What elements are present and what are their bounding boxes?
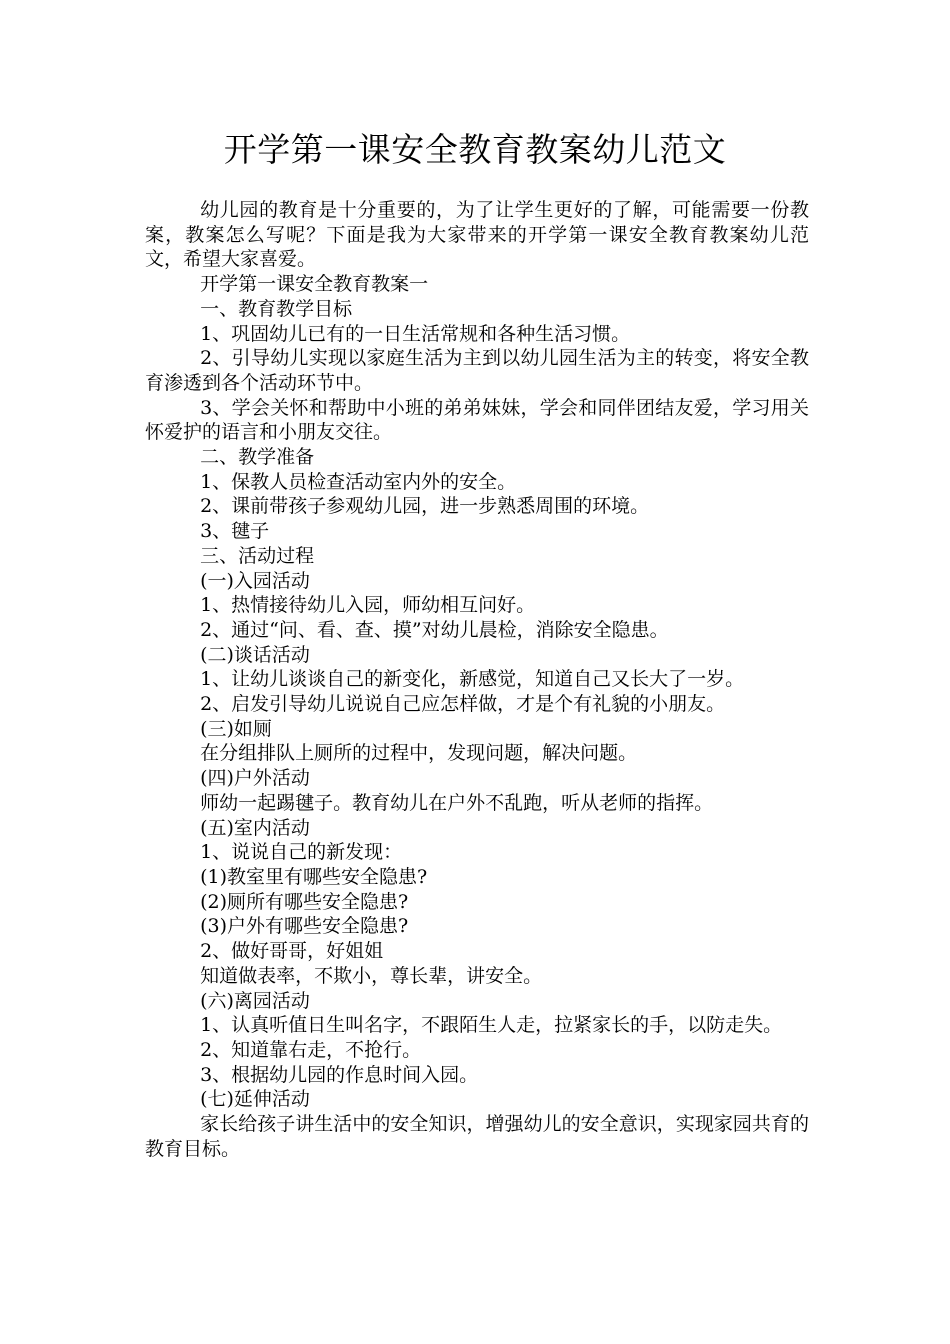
document-body <box>145 198 809 1161</box>
process-item: 2、做好哥哥，好姐姐 <box>200 940 384 963</box>
subsection-heading: (六)离园活动 <box>200 989 310 1012</box>
process-item: 1、认真听值日生叫名字，不跟陌生人走，拉紧家长的手，以防走失。 <box>200 1014 783 1037</box>
subsection-heading: (五)室内活动 <box>200 816 310 839</box>
process-item: 在分组排队上厕所的过程中，发现问题，解决问题。 <box>200 742 638 765</box>
preparation-item: 1、保教人员检查活动室内外的安全。 <box>200 470 517 493</box>
subsection-heading: (四)户外活动 <box>200 767 310 790</box>
goal-item: 2、引导幼儿实现以家庭生活为主到以幼儿园生活为主的转变，将安全教育渗透到各个活动环节中。 <box>145 347 809 394</box>
process-item: 1、说说自己的新发现： <box>200 841 403 864</box>
goal-item: 1、巩固幼儿已有的一日生活常规和各种生活习惯。 <box>200 322 631 345</box>
document-title: 开学第一课安全教育教案幼儿范文 <box>223 130 727 169</box>
section-heading-process: 三、活动过程 <box>200 544 315 567</box>
process-item: 1、让幼儿谈谈自己的新变化，新感觉，知道自己又长大了一岁。 <box>200 668 745 691</box>
process-item: 1、热情接待幼儿入园，师幼相互问好。 <box>200 594 536 617</box>
lesson-heading: 开学第一课安全教育教案一 <box>200 273 429 296</box>
process-item: 2、知道靠右走，不抢行。 <box>200 1038 422 1061</box>
process-item: 知道做表率，不欺小，尊长辈，讲安全。 <box>200 964 543 987</box>
process-item: 师幼一起踢毽子。教育幼儿在户外不乱跑，听从老师的指挥。 <box>200 791 714 814</box>
preparation-item: 3、毽子 <box>200 520 270 543</box>
section-heading-preparation: 二、教学准备 <box>200 446 315 469</box>
process-item: 家长给孩子讲生活中的安全知识，增强幼儿的安全意识，实现家园共育的教育目标。 <box>145 1113 809 1160</box>
process-item: (3)户外有哪些安全隐患? <box>200 915 409 938</box>
subsection-heading: (一)入园活动 <box>200 569 310 592</box>
intro-paragraph: 幼儿园的教育是十分重要的，为了让学生更好的了解，可能需要一份教案，教案怎么写呢？下面是我为大家带来的开学第一课安全教育教案幼儿范文，希望大家喜爱。 <box>145 199 809 271</box>
section-heading-goals: 一、教育教学目标 <box>200 297 353 320</box>
subsection-heading: (二)谈话活动 <box>200 643 310 666</box>
subsection-heading: (三)如厕 <box>200 717 272 740</box>
goal-item: 3、学会关怀和帮助中小班的弟弟妹妹，学会和同伴团结友爱，学习用关怀爱护的语言和小朋友交往。 <box>145 396 809 444</box>
process-item: (2)厕所有哪些安全隐患? <box>200 890 409 913</box>
subsection-heading: (七)延伸活动 <box>200 1088 310 1111</box>
process-item: 2、启发引导幼儿说说自己应怎样做，才是个有礼貌的小朋友。 <box>200 693 726 716</box>
process-item: 2、通过“问、看、查、摸”对幼儿晨检，消除安全隐患。 <box>200 618 669 641</box>
preparation-item: 2、课前带孩子参观幼儿园，进一步熟悉周围的环境。 <box>200 495 650 518</box>
process-item: 3、根据幼儿园的作息时间入园。 <box>200 1063 479 1086</box>
process-item: (1)教室里有哪些安全隐患? <box>200 865 428 888</box>
